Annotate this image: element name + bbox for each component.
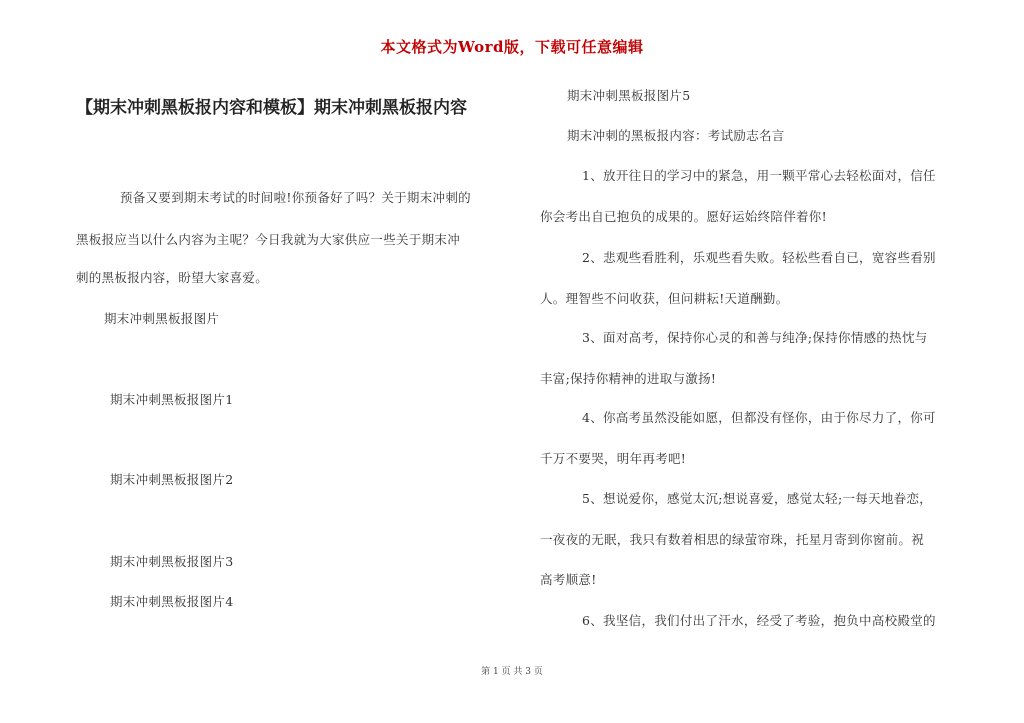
image-caption-4: 期末冲刺黑板报图片4 xyxy=(110,594,234,609)
section-label: 期末冲刺黑板报图片 xyxy=(104,311,220,326)
right-line-6: 人。理智些不问收获，但问耕耘!天道酬勤。 xyxy=(540,291,789,306)
intro-line-1: 预备又要到期末考试的时间啦!你预备好了吗？关于期末冲刺的 xyxy=(120,190,471,205)
image-caption-1: 期末冲刺黑板报图片1 xyxy=(110,392,234,407)
right-line-11: 5、想说爱你，感觉太沉;想说喜爱，感觉太轻;一每天地眷恋， xyxy=(582,491,933,506)
image-caption-3: 期末冲刺黑板报图片3 xyxy=(110,554,234,569)
right-line-3: 1、放开往日的学习中的紧急，用一颗平常心去轻松面对，信任 xyxy=(582,168,936,183)
right-line-5: 2、悲观些看胜利，乐观些看失败。轻松些看自已，宽容些看别 xyxy=(582,250,936,265)
right-line-13: 高考顺意! xyxy=(540,572,597,587)
intro-line-2: 黑板报应当以什么内容为主呢？今日我就为大家供应一些关于期末冲 xyxy=(76,232,461,247)
right-line-10: 千万不要哭，明年再考吧! xyxy=(540,451,687,466)
page-number: 第 1 页 共 3 页 xyxy=(481,667,543,677)
right-line-1: 期末冲刺黑板报图片5 xyxy=(567,88,691,103)
right-line-12: 一夜夜的无眠，我只有数着相思的绿萤帘珠，托星月寄到你窗前。祝 xyxy=(540,532,925,547)
image-caption-2: 期末冲刺黑板报图片2 xyxy=(110,472,234,487)
intro-line-3: 刺的黑板报内容，盼望大家喜爱。 xyxy=(76,270,269,285)
right-line-2: 期末冲刺的黑板报内容：考试励志名言 xyxy=(567,128,785,143)
right-line-14: 6、我坚信，我们付出了汗水，经受了考验，抱负中高校殿堂的 xyxy=(582,613,936,628)
right-line-4: 你会考出自已抱负的成果的。愿好运始终陪伴着你! xyxy=(540,209,827,224)
right-line-9: 4、你高考虽然没能如愿，但都没有怪你，由于你尽力了，你可 xyxy=(582,410,936,425)
right-line-7: 3、面对高考，保持你心灵的和善与纯净;保持你情感的热忱与 xyxy=(582,330,928,345)
document-banner: 本文格式为Word版，下载可任意编辑 xyxy=(380,38,644,56)
document-title: 【期末冲刺黑板报内容和模板】期末冲刺黑板报内容 xyxy=(76,98,467,118)
right-line-8: 丰富;保持你精神的进取与激扬! xyxy=(540,371,717,386)
